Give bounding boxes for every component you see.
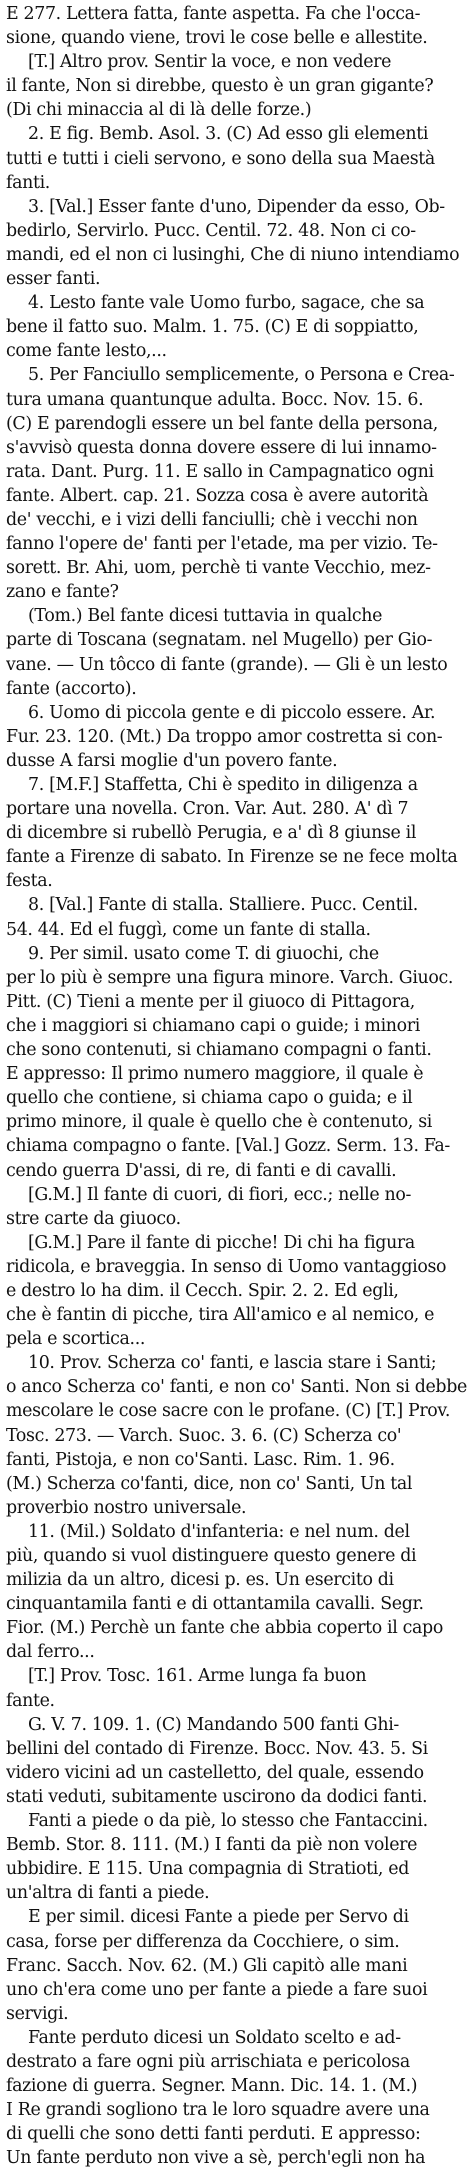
text-line: Tosc. 273. — Varch. Suoc. 3. 6. (C) Scherza co' [6,1425,402,1446]
text-line: che sono contenuti, si chiamano compagni o fanti. [6,1040,432,1061]
text-line: Fior. (M.) Perchè un fante che abbia coperto il capo [6,1618,443,1639]
text-line: 9. Per simil. usato come T. di giuochi, che [28,943,379,964]
text-line: E per simil. dicesi Fante a piede per Servo di [28,1907,409,1928]
text-line: zano e fante? [6,582,119,603]
text-line: 5. Per Fanciullo semplicemente, o Persona e Crea- [28,365,455,386]
text-line: (M.) Scherza co'fanti, dice, non co' Santi, Un tal [6,1473,413,1494]
text-line: esser fanti. [6,269,101,290]
text-line: stre carte da giuoco. [6,1208,181,1229]
text-line: 7. [M.F.] Staffetta, Chi è spedito in diligenza a [28,775,418,795]
text-line: 8. [Val.] Fante di stalla. Stalliere. Pucc. Centil. [28,895,418,916]
text-line: 4. Lesto fante vale Uomo furbo, sagace, che sa [28,293,425,314]
text-line: 3. [Val.] Esser fante d'uno, Dipender da esso, Ob- [28,196,445,217]
text-line: Bemb. Stor. 8. 111. (M.) I fanti da piè non volere [6,1835,418,1856]
text-line: bedirlo, Servirlo. Pucc. Centil. 72. 48. Non ci co- [6,220,416,241]
text-line: (C) E parendogli essere un bel fante della persona, [6,413,438,434]
text-line: tutti e tutti i cieli servono, e sono della sua Maestà [6,148,435,169]
text-line: [G.M.] Pare il fante di picche! Di chi ha figura [28,1232,415,1253]
text-line: 54. 44. Ed el fuggì, come un fante di stalla. [6,919,371,940]
text-line: ridicola, e braveggia. In senso di Uomo vantaggioso [6,1256,447,1277]
text-line: dusse A farsi moglie d'un povero fante. [6,750,338,771]
text-line: Pitt. (C) Tieni a mente per il giuoco di Pittagora, [6,991,415,1012]
text-line: Fanti a piede o da piè, lo stesso che Fantaccini. [28,1811,428,1832]
text-line: casa, forse per differenza da Cocchiere, o sim. [6,1931,400,1952]
text-line: un'altra di fanti a piede. [6,1883,210,1904]
text-line: s'avvisò questa donna dovere essere di lui innamo- [6,437,437,458]
text-line: fanno l'opere de' fanti per l'etade, ma per vizio. Te- [6,534,438,555]
text-line: E 277. Lettera fatta, fante aspetta. Fa che l'occa- [6,4,421,24]
text-line: [T.] Prov. Tosc. 161. Arme lunga fa buon [28,1666,367,1687]
text-line: di quelli che sono detti fanti perduti. E appresso: [6,2124,421,2145]
text-line: Franc. Sacch. Nov. 62. (M.) Gli capitò alle mani [6,1955,408,1976]
text-line: che è fantin di picche, tira All'amico e al nemico, e [6,1305,435,1326]
text-line: festa. [6,871,53,892]
text-line: fanti, Pistoja, e non co'Santi. Lasc. Rim. 1. 96. [6,1449,395,1470]
text-line: 6. Uomo di piccola gente e di piccolo essere. Ar. [28,702,436,723]
text-line: fanti. [6,172,50,193]
text-line: fante (accorto). [6,678,137,699]
text-line: [G.M.] Il fante di cuori, di fiori, ecc.; nelle no- [28,1184,412,1205]
text-line: cinquantamila fanti e di ottantamila cavalli. Segr. [6,1594,424,1615]
text-line: uno ch'era come uno per fante a piede a fare suoi [6,1979,428,2000]
text-line: di dicembre si rubellò Perugia, e a' dì 8 giunse il [6,823,417,844]
text-line: E appresso: Il primo numero maggiore, il quale è [6,1064,424,1085]
text-line: sione, quando viene, trovi le cose belle e allestite. [6,28,428,49]
text-line: rata. Dant. Purg. 11. E sallo in Campagnatico ogni [6,461,434,482]
text-line: ubbidire. E 115. Una compagnia di Stratioti, ed [6,1859,410,1880]
text-line: bene il fatto suo. Malm. 1. 75. (C) E di soppiatto, [6,317,419,338]
text-line: proverbio nostro universale. [6,1497,247,1518]
text-line: o anco Scherza co' fanti, e non co' Santi. Non si debbe [6,1377,467,1398]
text-line: [T.] Altro prov. Sentir la voce, e non vedere [28,52,392,73]
text-line: vane. — Un tôcco di fante (grande). — Gli è un lesto [6,654,448,675]
text-line: I Re grandi sogliono tra le loro squadre avere una [6,2100,430,2121]
text-line: G. V. 7. 109. 1. (C) Mandando 500 fanti Ghi- [28,1714,399,1735]
text-line: parte di Toscana (segnatam. nel Mugello) per Gio- [6,630,433,651]
text-line: Fante perduto dicesi un Soldato scelto e ad- [28,2027,401,2048]
text-line: 11. (Mil.) Soldato d'infanteria: e nel num. del [28,1521,410,1542]
text-line: per lo più è sempre una figura minore. Varch. Giuoc. [6,967,454,988]
text-line: fante a Firenze di sabato. In Firenze se ne fece molta [6,847,458,868]
text-line: servigi. [6,2003,69,2024]
text-line: più, quando si vuol distinguere questo genere di [6,1546,417,1566]
text-line: come fante lesto,... [6,341,167,362]
text-line: videro vicini ad un castelletto, del quale, essendo [6,1762,424,1783]
text-line: fante. Albert. cap. 21. Sozza cosa è avere autorità [6,485,429,506]
text-line: sorett. Br. Ahi, uom, perchè ti vante Vecchio, mez- [6,558,431,579]
text-line: milizia da un altro, dicesi p. es. Un esercito di [6,1570,394,1591]
text-line: bellini del contado di Firenze. Bocc. Nov. 43. 5. Si [6,1738,428,1759]
text-line: 2. E fig. Bemb. Asol. 3. (C) Ad esso gli elementi [28,124,429,145]
text-line: de' vecchi, e i vizi delli fanciulli; chè i vecchi non [6,509,418,530]
text-line: fante. [6,1690,55,1711]
text-line: mandi, ed el non ci lusinghi, Che di niuno intendiamo [6,244,460,265]
text-line: primo minore, il quale è quello che è contenuto, si [6,1112,433,1133]
text-line: quello che contiene, si chiama capo o guida; e il [6,1088,413,1109]
text-line: fazione di guerra. Segner. Mann. Dic. 14. 1. (M.) [6,2076,418,2097]
text-line: che i maggiori si chiamano capi o guide; i minori [6,1015,420,1036]
text-line: tura umana quantunque adulta. Bocc. Nov. 15. 6. [6,389,424,410]
text-line: Un fante perduto non vive a sè, perch'egli non ha [6,2148,426,2169]
text-line: mescolare le cose sacre con le profane. (C) [T.] Prov. [6,1401,451,1422]
text-line: portare una novella. Cron. Var. Aut. 280. A' dì 7 [6,799,409,820]
text-line: pela e scortica... [6,1329,146,1350]
text-line: 10. Prov. Scherza co' fanti, e lascia stare i Santi; [28,1353,437,1374]
text-line: il fante, Non si direbbe, questo è un gran gigante? [6,76,434,97]
text-line: Fur. 23. 120. (Mt.) Da troppo amor costretta si con- [6,726,443,747]
text-line: (Tom.) Bel fante dicesi tuttavia in qualche [28,606,383,627]
text-line: destrato a fare ogni più arrischiata e pericolosa [6,2051,410,2072]
text-line: cendo guerra D'assi, di re, di fanti e di cavalli. [6,1160,397,1181]
text-line: dal ferro... [6,1642,95,1663]
text-line: e destro lo ha dim. il Cecch. Spir. 2. 2. Ed egli, [6,1280,399,1301]
text-line: (Di chi minaccia al di là delle forze.) [6,100,312,121]
text-line: chiama compagno o fante. [Val.] Gozz. Serm. 13. Fa- [6,1136,450,1157]
text-line: stati veduti, subitamente uscirono da dodici fanti. [6,1786,428,1807]
